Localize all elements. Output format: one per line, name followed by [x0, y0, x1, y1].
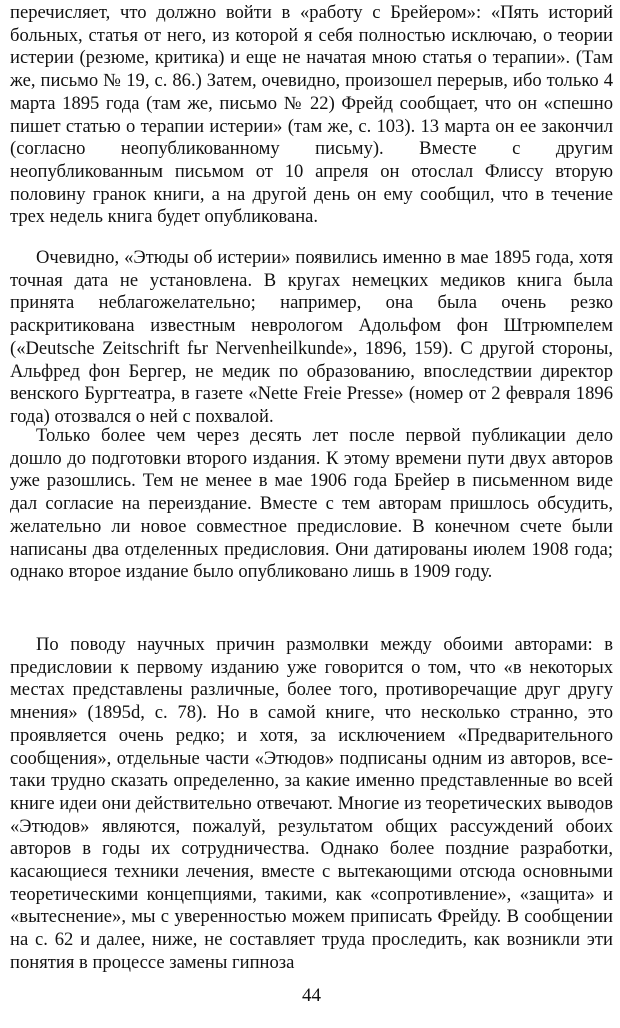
paragraph-2-text: Очевидно, «Этюды об истерии» появились именно в мае 1895 года, хотя точная дата не установлена. В кругах немецких медиков книга была принята неблагожелательно; например, она была очень резко раскритикована известным неврологом Адольфом фон Штрюмпелем («Deutsche Zeitschrift fьr Nervenheilkunde», 1896, 159). С другой стороны, Альфред фон Бергер, не медик по образованию, впоследствии директор венского Бургтеатра, в газете «Nette Freie Presse» (номер от 2 февраля 1896 года) отозвался о ней с похвалой.	[10, 247, 613, 427]
paragraph-4-text: По поводу научных причин размолвки между обоими авторами: в предисловии к первому изданию уже говорится о том, что «в некоторых местах представлены различные, более того, противоречащие друг другу мнения» (1895d, с. 78). Но в самой книге, что несколько странно, это проявляется очень редко; и хотя, за исключением «Предварительного сообщения», отдельные части «Этюдов» подписаны одним из авторов, все-таки трудно сказать определенно, за какие именно представленные во всей книге идеи они действительно отвечают. Многие из теоретических выводов «Этюдов» являются, пожалуй, результатом общих рассуждений обоих авторов в годы их сотрудничества. Однако более поздние разработки, касающиеся техники лечения, вместе с вытекающими отсюда основными теоретическими концепциями, такими, как «сопротивление», «защита» и «вытеснение», мы с уверенностью можем приписать Фрейду. В сообщении на с. 62 и далее, ниже, не составляет труда проследить, как возникли эти понятия в процессе замены гипноза	[10, 634, 613, 973]
paragraph-4	[10, 634, 613, 975]
paragraph-3-text: Только более чем через десять лет после первой публикации дело дошло до подготовки второго издания. К этому времени пути двух авторов уже разошлись. Тем не менее в мае 1906 года Брейер в письменном виде дал согласие на переиздание. Вместе с тем авторам пришлось обсудить, желательно ли новое совместное предисловие. В конечном счете были написаны два отделенных предисловия. Они датированы июлем 1908 года; однако второе издание было опубликовано лишь в 1909 году.	[10, 425, 613, 583]
book-page	[10, 0, 613, 1028]
paragraph-1	[10, 2, 613, 229]
paragraph-2	[10, 247, 613, 429]
paragraph-1-text: перечисляет, что должно войти в «работу с Брейером»: «Пять историй больных, статья от него, из которой я себя полностью исключаю, о теории истерии (резюме, критика) и еще не начатая мною статья о терапии». (Там же, письмо № 19, с. 86.) Затем, очевидно, произошел перерыв, ибо только 4 марта 1895 года (там же, письмо № 22) Фрейд сообщает, что он «спешно пишет статью о терапии истерии» (там же, с. 103). 13 марта он ее закончил (согласно неопубликованному письму). Вместе с другим неопубликованным письмом от 10 апреля он отослал Флиссу вторую половину гранок книги, а на другой день он ему сообщил, что в течение трех недель книга будет опубликована.	[10, 2, 613, 228]
page-number: 44	[302, 985, 321, 1006]
paragraph-3	[10, 425, 613, 584]
